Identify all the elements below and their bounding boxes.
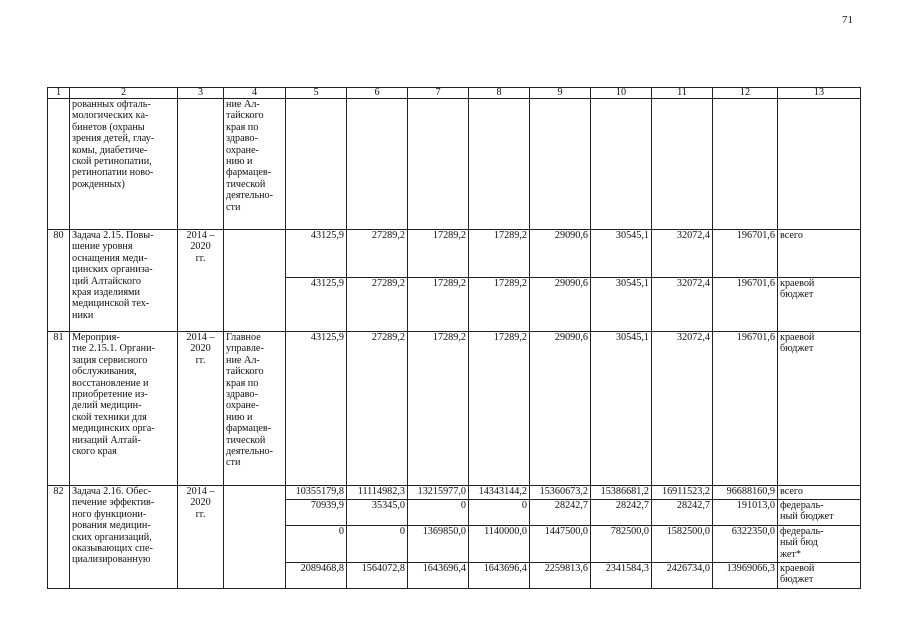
value-cell: 28242,7 <box>591 500 652 526</box>
value-cell: 28242,7 <box>530 500 591 526</box>
value-cell: 35345,0 <box>347 500 408 526</box>
period-cell <box>178 99 224 230</box>
index-cell: 81 <box>48 332 70 486</box>
index-cell <box>48 99 70 230</box>
table-row-82 <box>48 486 861 500</box>
value-cell: 27289,2 <box>347 278 408 332</box>
index-cell: 82 <box>48 486 70 589</box>
value-cell: 2341584,3 <box>591 563 652 589</box>
value-cell <box>713 99 778 230</box>
value-cell: 29090,6 <box>530 332 591 486</box>
value-cell: 29090,6 <box>530 278 591 332</box>
value-cell <box>591 99 652 230</box>
value-cell: 28242,7 <box>652 500 713 526</box>
period-cell: 2014 – 2020 гг. <box>178 230 224 332</box>
header-cell: 6 <box>347 88 408 99</box>
header-cell: 4 <box>224 88 286 99</box>
value-cell: 191013,0 <box>713 500 778 526</box>
header-cell: 3 <box>178 88 224 99</box>
executor-cell <box>224 230 286 332</box>
value-cell: 43125,9 <box>286 332 347 486</box>
value-cell: 1564072,8 <box>347 563 408 589</box>
value-cell: 15360673,2 <box>530 486 591 500</box>
column-number-header <box>48 88 861 99</box>
header-cell: 2 <box>70 88 178 99</box>
source-cell <box>778 99 861 230</box>
header-cell: 8 <box>469 88 530 99</box>
value-cell: 2089468,8 <box>286 563 347 589</box>
value-cell: 0 <box>347 526 408 563</box>
value-cell: 1369850,0 <box>408 526 469 563</box>
source-cell: федераль- ный бюджет <box>778 500 861 526</box>
value-cell: 27289,2 <box>347 230 408 278</box>
value-cell: 1140000,0 <box>469 526 530 563</box>
value-cell: 2426734,0 <box>652 563 713 589</box>
value-cell: 17289,2 <box>469 230 530 278</box>
value-cell: 13215977,0 <box>408 486 469 500</box>
source-cell: краевой бюджет <box>778 563 861 589</box>
executor-cell <box>224 486 286 589</box>
executor-cell: ние Ал- тайского края по здраво- охране- нию и фармацев- тической деятельно- сти <box>224 99 286 230</box>
value-cell: 0 <box>286 526 347 563</box>
value-cell: 30545,1 <box>591 278 652 332</box>
source-cell: всего <box>778 230 861 278</box>
value-cell <box>347 99 408 230</box>
value-cell: 17289,2 <box>408 278 469 332</box>
name-cell: Задача 2.16. Обес- печение эффектив- ного функциони- рования медицин- ских организаций, оказывающих спе- циализированную <box>70 486 178 589</box>
value-cell: 17289,2 <box>408 230 469 278</box>
value-cell: 30545,1 <box>591 332 652 486</box>
table-row-80 <box>48 230 861 278</box>
value-cell: 32072,4 <box>652 278 713 332</box>
value-cell: 30545,1 <box>591 230 652 278</box>
source-cell: всего <box>778 486 861 500</box>
value-cell: 17289,2 <box>469 332 530 486</box>
header-cell: 11 <box>652 88 713 99</box>
executor-cell: Главное управле- ние Ал- тайского края по здраво- охране- нию и фармацев- тической деятельно- сти <box>224 332 286 486</box>
index-cell: 80 <box>48 230 70 332</box>
value-cell: 70939,9 <box>286 500 347 526</box>
value-cell: 782500,0 <box>591 526 652 563</box>
value-cell <box>652 99 713 230</box>
value-cell: 10355179,8 <box>286 486 347 500</box>
value-cell: 32072,4 <box>652 230 713 278</box>
value-cell: 17289,2 <box>408 332 469 486</box>
value-cell: 29090,6 <box>530 230 591 278</box>
value-cell: 0 <box>469 500 530 526</box>
source-cell: федераль- ный бюд жет* <box>778 526 861 563</box>
name-cell: рованных офталь- мологических ка- бинетов (охраны зрения детей, глау- комы, диабетиче- ской ретинопатии, ретинопатии ново- рожденных) <box>70 99 178 230</box>
value-cell <box>286 99 347 230</box>
source-cell: краевой бюджет <box>778 278 861 332</box>
value-cell: 196701,6 <box>713 332 778 486</box>
value-cell: 43125,9 <box>286 230 347 278</box>
value-cell: 27289,2 <box>347 332 408 486</box>
value-cell <box>469 99 530 230</box>
period-cell: 2014 – 2020 гг. <box>178 332 224 486</box>
table-row-continuation <box>48 99 861 230</box>
period-cell: 2014 – 2020 гг. <box>178 486 224 589</box>
value-cell <box>530 99 591 230</box>
value-cell <box>408 99 469 230</box>
header-cell: 5 <box>286 88 347 99</box>
header-cell: 7 <box>408 88 469 99</box>
header-cell: 13 <box>778 88 861 99</box>
value-cell: 1643696,4 <box>408 563 469 589</box>
value-cell: 16911523,2 <box>652 486 713 500</box>
value-cell: 32072,4 <box>652 332 713 486</box>
value-cell: 15386681,2 <box>591 486 652 500</box>
name-cell: Мероприя- тие 2.15.1. Органи- зация сервисного обслуживания, восстановление и приобретение из- делий медицин- ской техники для медицинских орга- низаций Алтай- ского края <box>70 332 178 486</box>
value-cell: 196701,6 <box>713 230 778 278</box>
header-cell: 9 <box>530 88 591 99</box>
header-cell: 12 <box>713 88 778 99</box>
value-cell: 6322350,0 <box>713 526 778 563</box>
value-cell: 1582500,0 <box>652 526 713 563</box>
name-cell: Задача 2.15. Повы- шение уровня оснащения меди- цинских организа- ций Алтайского края изделиями медицинской тех- ники <box>70 230 178 332</box>
table-row-81 <box>48 332 861 486</box>
value-cell: 96688160,9 <box>713 486 778 500</box>
value-cell: 2259813,6 <box>530 563 591 589</box>
budget-table <box>47 87 861 589</box>
value-cell: 1643696,4 <box>469 563 530 589</box>
value-cell: 196701,6 <box>713 278 778 332</box>
value-cell: 1447500,0 <box>530 526 591 563</box>
value-cell: 0 <box>408 500 469 526</box>
header-cell: 1 <box>48 88 70 99</box>
value-cell: 17289,2 <box>469 278 530 332</box>
page-number: 71 <box>842 14 853 26</box>
header-cell: 10 <box>591 88 652 99</box>
source-cell: краевой бюджет <box>778 332 861 486</box>
value-cell: 14343144,2 <box>469 486 530 500</box>
value-cell: 11114982,3 <box>347 486 408 500</box>
value-cell: 13969066,3 <box>713 563 778 589</box>
value-cell: 43125,9 <box>286 278 347 332</box>
